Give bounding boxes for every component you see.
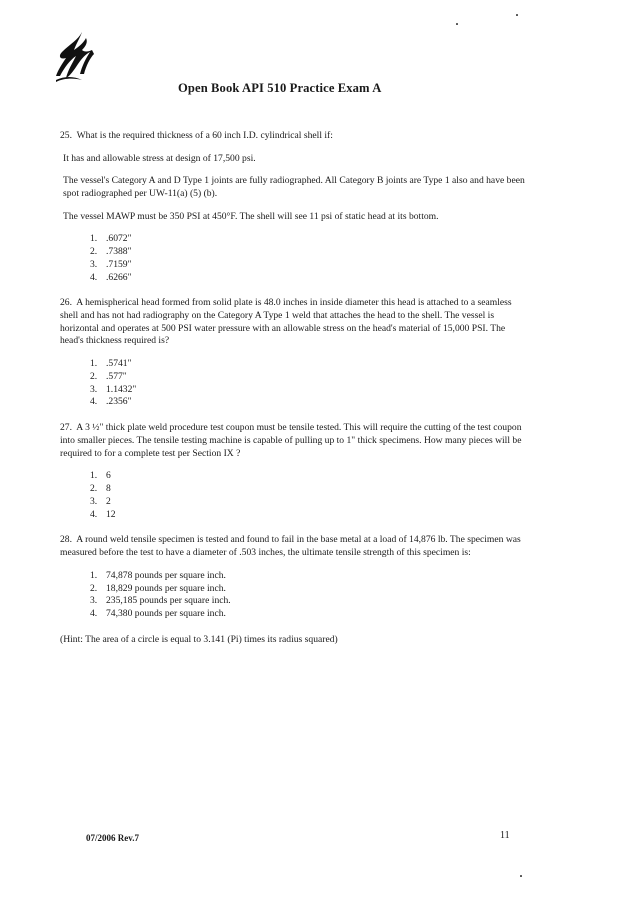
hint-text: (Hint: The area of a circle is equal to 3.141 (Pi) times its radius squared) [60,633,338,645]
answer-option: 4. .6266" [90,271,132,283]
question-text: The vessel MAWP must be 350 PSI at 450°F. The shell will see 11 psi of static head at its bottom. [63,210,439,222]
answer-option: 2. .577" [90,370,127,382]
answer-options [60,570,530,621]
answer-option: 1. 6 [90,470,111,482]
question-text: It has and allowable stress at design of 17,500 psi. [63,152,256,164]
scan-speck [456,23,458,25]
page-title: Open Book API 510 Practice Exam A [178,81,382,95]
answer-option: 4. .2356" [90,396,132,408]
answer-option: 3. 1.1432" [90,383,137,395]
question-number: 27. [60,422,72,434]
question-25 [60,130,530,284]
footer-revision: 07/2006 Rev.7 [86,833,139,843]
question-list [60,130,530,657]
answer-option: 3. 2 [90,495,111,507]
answer-option: 3. .7159" [90,258,132,270]
question-number: 26. [60,297,72,309]
question-28 [60,534,530,646]
question-26 [60,297,530,409]
question-number: 25. [60,130,72,141]
page-number: 11 [500,830,510,841]
question-text: What is the required thickness of a 60 inch I.D. cylindrical shell if: [76,130,333,141]
answer-option: 2. 8 [90,483,111,495]
answer-option: 3. 235,185 pounds per square inch. [90,595,231,607]
answer-options [60,358,530,409]
question-number: 28. [60,534,72,546]
scan-speck [520,875,522,877]
question-text: A 3 ½" thick plate weld procedure test coupon must be tensile tested. This will require the cutting of the test coupon into smaller pieces. The tensile testing machine is capable of pulling up to 1" thick specimens. How many pieces will be required to for a complete test per Section IX ? [60,422,522,459]
scan-speck [516,14,518,16]
question-text: A hemispherical head formed from solid plate is 48.0 inches in inside diameter this head is attached to a seamless shell and has not had radiography on the Category A Type 1 weld that attaches the head to the shell. The vessel is horizontal and operates at 500 PSI water pressure with an allowable stress on the head's material of 15,000 PSI. The head's thickness required is? [60,297,512,347]
question-text: A round weld tensile specimen is tested and found to fail in the base metal at a load of 14,876 lb. The specimen was measured before the test to have a diameter of .503 inches, the ultimate tensile strength of this specimen is: [60,534,521,559]
answer-option: 1. .6072" [90,233,132,245]
answer-option: 4. 12 [90,508,116,520]
question-27 [60,422,530,521]
gh-logo-icon [52,30,96,92]
question-text: The vessel's Category A and D Type 1 joints are fully radiographed. All Category B joints are Type 1 also and have been spot radiographed per UW-11(a) (5) (b). [63,175,525,199]
answer-option: 2. .7388" [90,246,132,258]
answer-option: 1. .5741" [90,358,132,370]
answer-options [60,233,530,284]
answer-options [60,470,530,521]
answer-option: 1. 74,878 pounds per square inch. [90,569,226,581]
answer-option: 4. 74,380 pounds per square inch. [90,608,226,620]
answer-option: 2. 18,829 pounds per square inch. [90,582,226,594]
